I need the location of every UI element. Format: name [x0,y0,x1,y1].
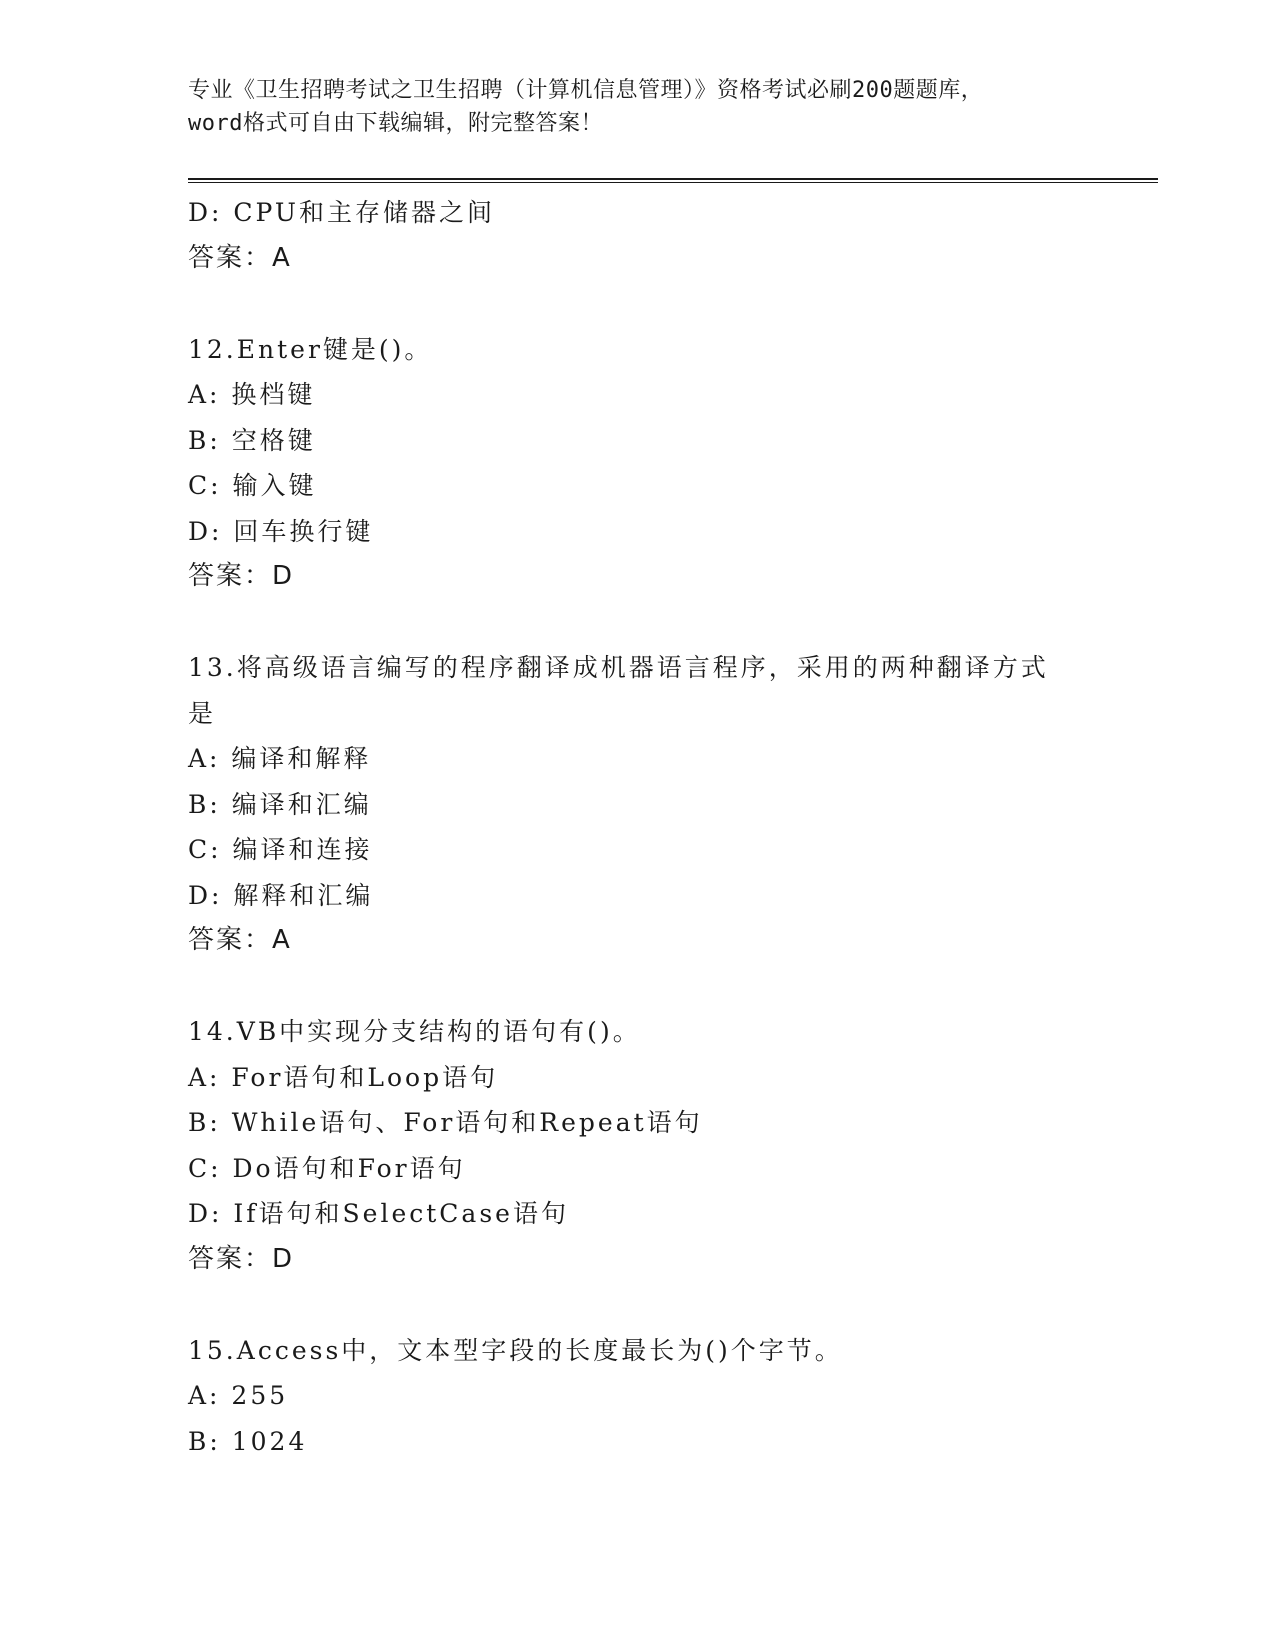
question-stem-line-1: 13.将高级语言编写的程序翻译成机器语言程序，采用的两种翻译方式 [188,653,1049,682]
option-a: A: 换档键 [188,380,316,409]
option-b: B: 空格键 [188,425,316,455]
option-d: D: CPU和主存储器之间 [188,198,495,227]
option-a: A: 255 [188,1381,289,1410]
option-c: C: 编译和连接 [188,835,373,864]
header-title-line-1: 专业《卫生招聘考试之卫生招聘（计算机信息管理）》资格考试必刷200题题库， [188,78,984,103]
option-c: C: 输入键 [188,471,317,500]
spacer [188,1282,1148,1328]
question-13 [188,645,1148,964]
option-d: D: 解释和汇编 [188,880,374,910]
option-b: B: 编译和汇编 [188,789,372,819]
question-content [188,190,1148,1464]
option-c: C: Do语句和For语句 [188,1153,466,1183]
answer-line: 答案：A [188,925,292,955]
option-d: D: If语句和SelectCase语句 [188,1199,569,1228]
question-stem: 15.Access中，文本型字段的长度最长为()个字节。 [188,1335,843,1365]
header-divider [188,178,1158,183]
question-stem: 14.VB中实现分支结构的语句有()。 [188,1017,641,1046]
answer-line: 答案：D [188,561,295,591]
option-a: A: For语句和Loop语句 [188,1062,499,1092]
option-b: B: While语句、For语句和Repeat语句 [188,1108,703,1137]
option-a: A: 编译和解释 [188,744,372,773]
question-stem-line-2: 是 [188,698,217,728]
header-title-line-2: word格式可自由下载编辑，附完整答案！ [188,111,603,136]
spacer [188,600,1148,646]
spacer [188,964,1148,1010]
question-14 [188,1009,1148,1282]
option-d: D: 回车换行键 [188,516,374,546]
document-header [188,74,1148,140]
answer-line: 答案：A [188,242,292,273]
answer-line: 答案：D [188,1243,295,1274]
option-b: B: 1024 [188,1426,308,1456]
question-15 [188,1328,1148,1465]
question-stem: 12.Enter键是()。 [188,334,433,364]
question-12 [188,327,1148,600]
spacer [188,281,1148,327]
